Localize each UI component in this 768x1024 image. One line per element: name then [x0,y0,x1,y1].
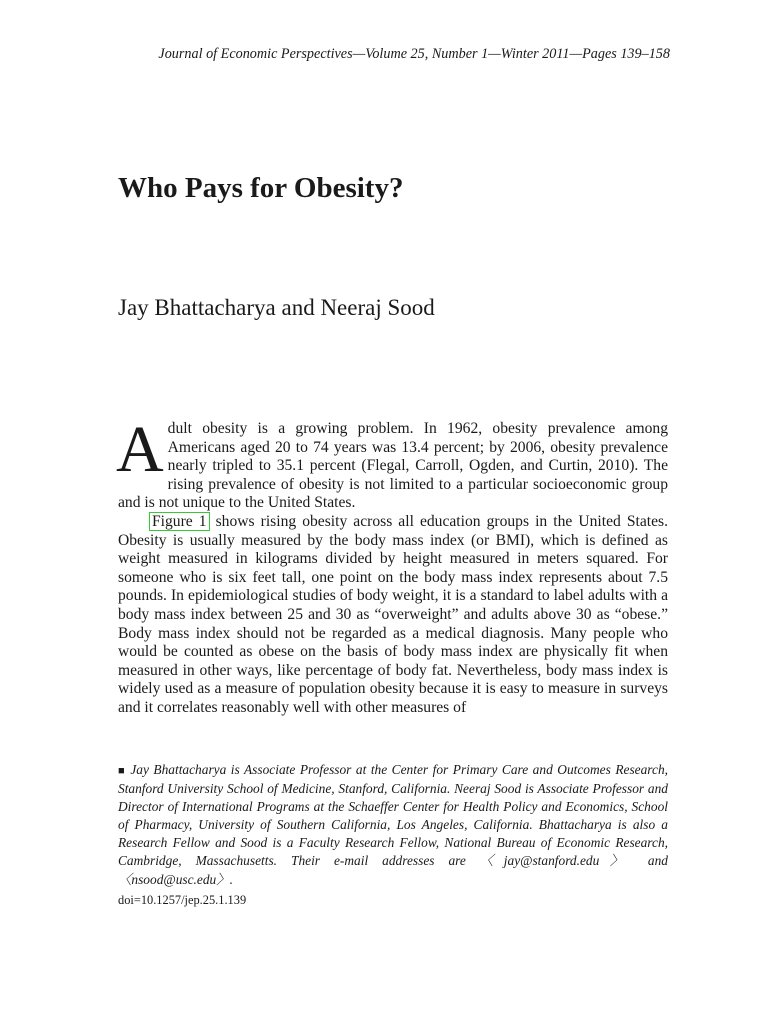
doi-line: doi=10.1257/jep.25.1.139 [118,893,247,907]
drop-cap: A [116,413,164,486]
paragraph-intro [116,413,668,513]
footnote-text: Jay Bhattacharya is Associate Professor at the Center for Primary Care and Outcomes Research, Stanford University School of Medicine, Stanford, California. Neeraj Sood is Associate Professor and Director of International Programs at the Schaeffer Center for Health Policy and Economics, School of Pharmacy, University of Southern California, Los Angeles, California. Bhattacharya is also a Research Fellow and Sood is a Faculty Research Fellow, National Bureau of Economic Research, Cambridge, Massachusetts. Their e-mail addresses are 〈jay@stanford.edu〉 and 〈nsood@usc.edu〉. [118,762,668,887]
article-body [116,413,668,718]
author-footnote [118,761,668,889]
article-authors: Jay Bhattacharya and Neeraj Sood [118,295,435,320]
figure-1-link[interactable]: Figure 1 [149,512,210,531]
paragraph-bmi [118,513,668,718]
article-title: Who Pays for Obesity? [118,172,404,204]
footnote-bullet-icon: ■ [118,765,126,777]
paragraph-bmi-text: shows rising obesity across all education groups in the United States. Obesity is usually measured by the body mass index (or BMI), which is defined as weight measured in kilograms divided by height measured in meters squared. For someone who is six feet tall, one point on the body mass index represents about 7.5 pounds. In epidemiological studies of body weight, it is a standard to label adults with a body mass index between 25 and 30 as “overweight” and adults above 30 as “obese.” Body mass index should not be regarded as a medical diagnosis. Many people who would be counted as obese on the basis of body mass index are physically fit when measured in other ways, like percentage of body fat. Nevertheless, body mass index is widely used as a measure of population obesity because it is easy to measure in surveys and it correlates reasonably well with other measures of [118,512,668,716]
paragraph-intro-text: dult obesity is a growing problem. In 1962, obesity prevalence among Americans aged 20 to 74 years was 13.4 percent; by 2006, obesity prevalence nearly tripled to 35.1 percent (Flegal, Carroll, Ogden, and Curtin, 2010). The rising prevalence of obesity is not limited to a particular socioeconomic group and is not unique to the United States. [118,420,668,512]
running-head: Journal of Economic Perspectives—Volume 25, Number 1—Winter 2011—Pages 139–158 [158,46,670,62]
